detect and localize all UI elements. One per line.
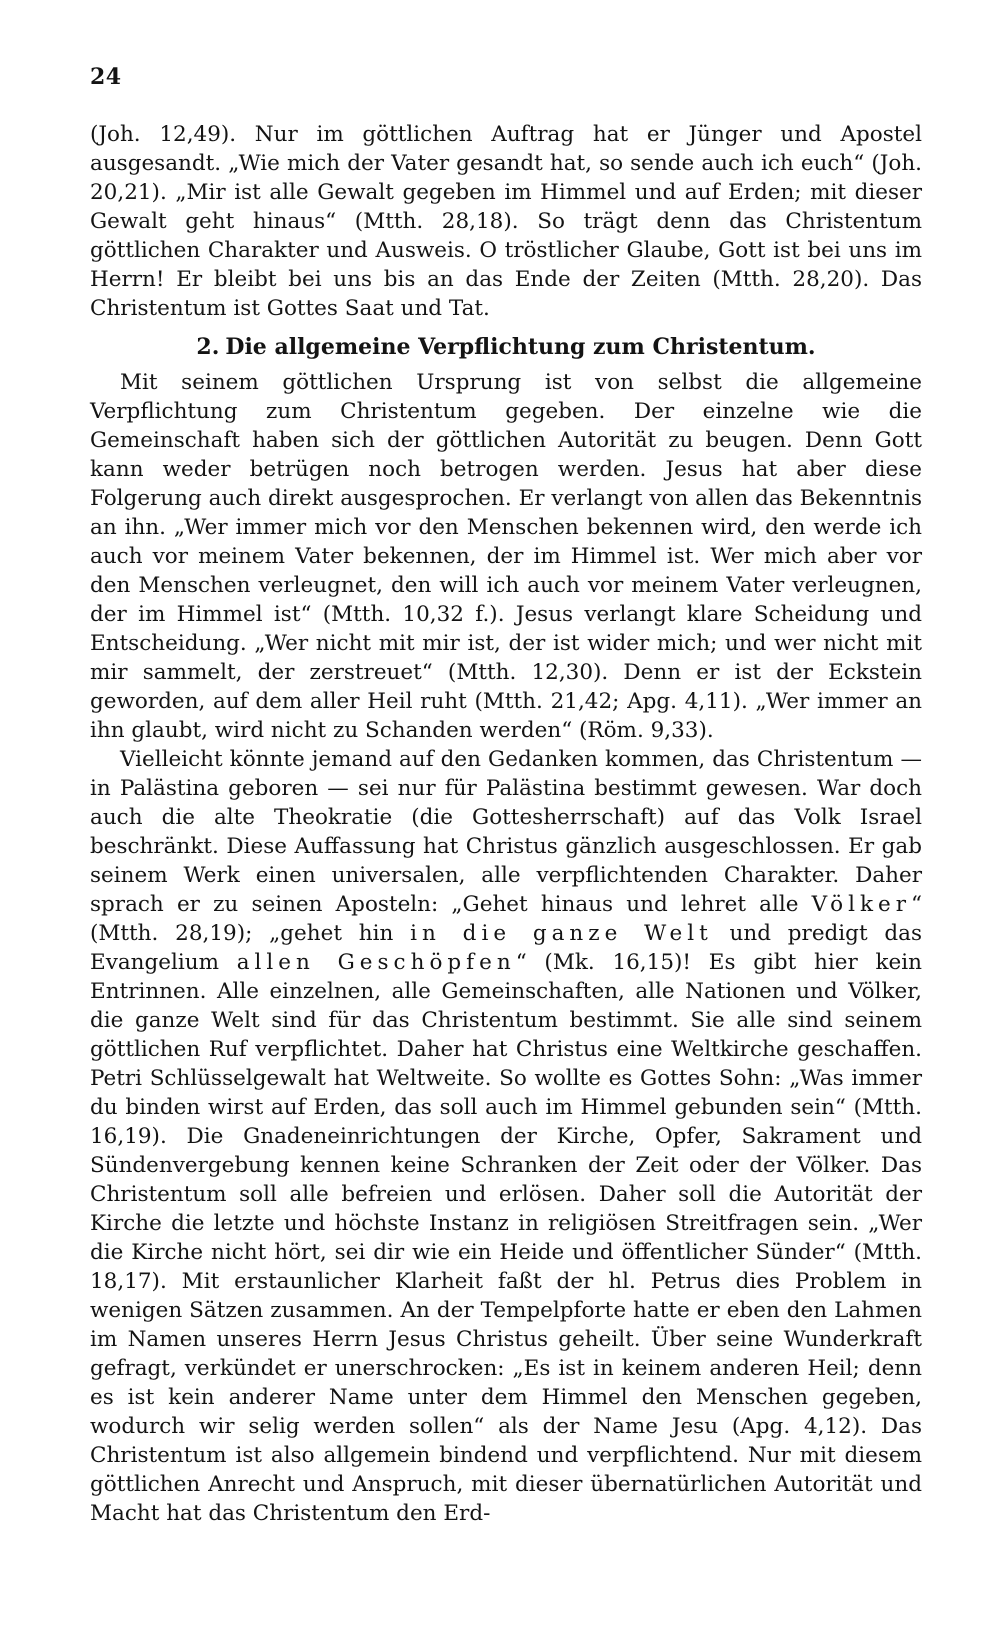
paragraph-obligation: Mit seinem göttlichen Ursprung ist von selbst die allgemeine Verpflichtung zum Christentum gegeben. Der einzelne wie die Gemeinschaft haben sich der göttlichen Autorität zu beugen. Denn Gott kann weder betrügen noch betrogen werden. Jesus hat aber diese Folgerung auch direkt ausgesprochen. Er verlangt von allen das Bekenntnis an ihn. „Wer immer mich vor den Menschen bekennen wird, den werde ich auch vor meinem Vater bekennen, der im Himmel ist. Wer mich aber vor den Menschen verleugnet, den will ich auch vor meinem Vater verleugnen, der im Himmel ist“ (Mtth. 10,32 f.). Jesus verlangt klare Scheidung und Entscheidung. „Wer nicht mit mir ist, der ist wider mich; und wer nicht mit mir sammelt, der zerstreuet“ (Mtth. 12,30). Denn er ist der Eckstein geworden, auf dem aller Heil ruht (Mtth. 21,42; Apg. 4,11). „Wer immer an ihn glaubt, wird nicht zu Schanden werden“ (Röm. 9,33).	[90, 370, 922, 743]
body-text	[90, 120, 922, 1528]
page-number: 24	[90, 64, 122, 90]
paragraph-text-a: Vielleicht könnte jemand auf den Gedanken kommen, das Christentum — in Palästina geboren — sei nur für Palästina bestimmt gewesen. War doch auch die alte Theokratie (die Gottesherrschaft) auf das Volk Israel beschränkt. Diese Auffassung hat Christus gänzlich ausgeschlossen. Er gab seinem Werk einen universalen, alle verpflichtenden Charakter. Daher sprach er zu seinen Aposteln: „Gehet hinaus und lehret alle	[90, 747, 922, 917]
spaced-emphasis: Völker	[811, 892, 911, 917]
paragraph-intro: (Joh. 12,49). Nur im göttlichen Auftrag hat er Jünger und Apostel ausgesandt. „Wie mich der Vater gesandt hat, so sende auch ich euch“ (Joh. 20,21). „Mir ist alle Gewalt gegeben im Himmel und auf Erden; mit dieser Gewalt geht hinaus“ (Mtth. 28,18). So trägt denn das Christentum göttlichen Charakter und Ausweis. O tröstlicher Glaube, Gott ist bei uns im Herrn! Er bleibt bei uns bis an das Ende der Zeiten (Mtth. 28,20). Das Christentum ist Gottes Saat und Tat.	[90, 122, 922, 321]
spaced-emphasis: allen Geschöpfen	[236, 950, 516, 975]
section-title: Die allgemeine Verpflichtung zum Christentum.	[225, 334, 816, 360]
paragraph-text-c: und predigt das Evangelium	[90, 921, 922, 975]
paragraph-universality	[90, 745, 922, 1528]
section-number: 2.	[196, 334, 220, 360]
spaced-emphasis: in die ganze Welt	[410, 921, 713, 946]
paragraph-text-b: “ (Mtth. 28,19); „gehet hin	[90, 892, 922, 946]
section-heading	[90, 332, 922, 362]
paragraph-text-d: “ (Mk. 16,15)! Es gibt hier kein Entrinnen. Alle einzelnen, alle Gemeinschaften, alle Nationen und Völker, die ganze Welt sind für das Christentum bestimmt. Sie alle sind seinem göttlichen Ruf verpflichtet. Daher hat Christus eine Weltkirche geschaffen. Petri Schlüsselgewalt hat Weltweite. So wollte es Gottes Sohn: „Was immer du binden wirst auf Erden, das soll auch im Himmel gebunden sein“ (Mtth. 16,19). Die Gnadeneinrichtungen der Kirche, Opfer, Sakrament und Sündenvergebung kennen keine Schranken der Zeit oder der Völker. Das Christentum soll alle befreien und erlösen. Daher soll die Autorität der Kirche die letzte und höchste Instanz in religiösen Streitfragen sein. „Wer die Kirche nicht hört, sei dir wie ein Heide und öffentlicher Sünder“ (Mtth. 18,17). Mit erstaunlicher Klarheit faßt der hl. Petrus dies Problem in wenigen Sätzen zusammen. An der Tempelpforte hatte er eben den Lahmen im Namen unseres Herrn Jesus Christus geheilt. Über seine Wunderkraft gefragt, verkündet er unerschrocken: „Es ist in keinem anderen Heil; denn es ist kein anderer Name unter dem Himmel den Menschen gegeben, wodurch wir selig werden sollen“ als der Name Jesu (Apg. 4,12). Das Christentum ist also allgemein bindend und verpflichtend. Nur mit diesem göttlichen Anrecht und Anspruch, mit dieser übernatürlichen Autorität und Macht hat das Christentum den Erd-	[90, 950, 922, 1526]
